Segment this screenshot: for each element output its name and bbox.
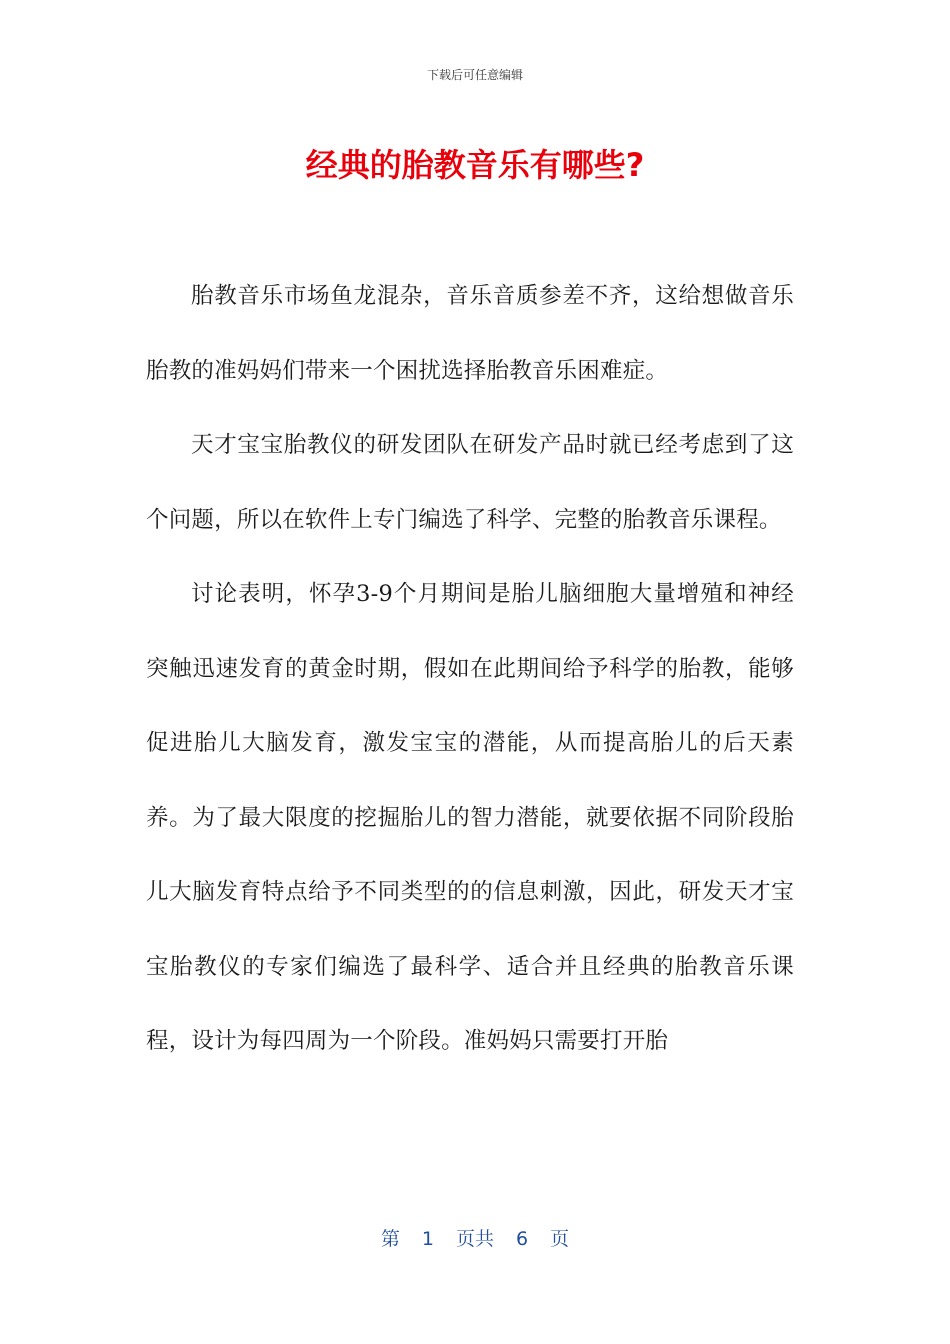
page-prefix: 第 [380,1228,400,1250]
page-middle: 页共 [455,1228,494,1250]
paragraph-2: 天才宝宝胎教仪的研发团队在研发产品时就已经考虑到了这个问题，所以在软件上专门编选了科学、完整的胎教音乐课程。 [146,432,794,533]
page-suffix: 页 [550,1228,570,1250]
paragraph-1: 胎教音乐市场鱼龙混杂，音乐音质参差不齐，这给想做音乐胎教的准妈妈们带来一个困扰选择胎教音乐困难症。 [146,283,794,384]
page-footer [0,1224,950,1251]
document-title: 经典的胎教音乐有哪些? [305,146,645,184]
total-pages-number: 6 [516,1228,529,1250]
paragraph-3: 讨论表明，怀孕3-9个月期间是胎儿脑细胞大量增殖和神经突触迅速发育的黄金时期，假如在此期间给予科学的胎教，能够促进胎儿大脑发育，激发宝宝的潜能，从而提高胎儿的后天素养。为了最大限度的挖掘胎儿的智力潜能，就要依据不同阶段胎儿大脑发育特点给予不同类型的的信息刺激，因此，研发天才宝宝胎教仪的专家们编选了最科学、适合并且经典的胎教音乐课程，设计为每四周为一个阶段。准妈妈只需要打开胎 [146,581,794,1054]
header-note: 下载后可任意编辑 [426,68,523,82]
current-page-number: 1 [421,1228,434,1250]
document-body [146,259,794,1079]
